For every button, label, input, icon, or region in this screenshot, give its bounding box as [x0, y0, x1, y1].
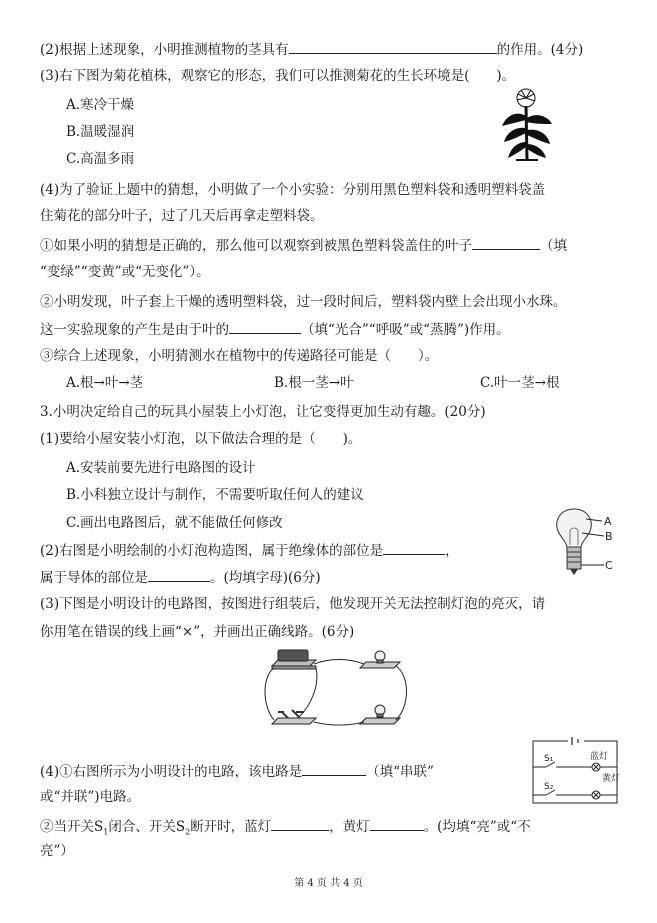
q3-part2-text: (2)右图是小明绘制的小灯泡构造图，属于绝缘体的部位是	[40, 543, 384, 559]
answer-blank[interactable]	[289, 38, 497, 54]
q2-part3-stem: (3)右下图为菊花植株，观察它的形态，我们可以推测菊花的生长环境是( )。	[40, 68, 516, 84]
q3-part4-line2: 或“并联”)电路。	[40, 789, 141, 805]
circuit-label-blue-lamp: 蓝灯	[590, 752, 609, 762]
circuit-label-s2: S₂	[544, 782, 554, 792]
q3-part1-stem: (1)要给小屋安装小灯泡，以下做法合理的是（ )。	[40, 431, 362, 447]
q2-part3-option-c: C.高温多雨	[66, 151, 135, 167]
bulb-structure-diagram	[552, 505, 622, 583]
bulb-label-a: A	[604, 515, 612, 528]
q2-part2-suffix: 的作用。(4分)	[496, 42, 584, 58]
answer-blank[interactable]	[370, 815, 424, 831]
q3-part3-line2: 你用笔在错误的线上画“×”，并画出正确线路。(6分)	[40, 624, 355, 640]
parallel-circuit-diagram	[530, 733, 622, 807]
q2-sub3-option-a: A.根→叶→茎	[66, 375, 144, 391]
bulb-label-c: C	[605, 559, 613, 572]
answer-blank[interactable]	[383, 539, 445, 555]
q3-part4-suffix: （填“串联”	[366, 764, 434, 780]
bulb-label-b: B	[605, 530, 613, 543]
answer-blank[interactable]	[148, 566, 210, 582]
q3-part4b-sub2: 2	[185, 827, 191, 837]
page-footer: 第 4 页 共 4 页	[294, 878, 363, 889]
q3-stem: 3.小明决定给自己的玩具小屋装上小灯泡，让它变得更加生动有趣。(20分)	[40, 404, 486, 420]
q3-part2-line2-suffix: 。(均填字母)(6分)	[210, 570, 321, 586]
q3-part4b-text-d: ，黄灯	[329, 819, 370, 835]
q2-sub1-suffix: （填	[540, 238, 567, 254]
q3-part1-option-b: B.小科独立设计与制作，不需要听取任何人的建议	[66, 487, 364, 503]
q2-sub3-option-c: C.叶一茎→根	[480, 375, 560, 391]
q2-sub2-line1: ②小明发现，叶子套上干燥的透明塑料袋，过一段时间后，塑料袋内壁上会出现小水珠。	[40, 294, 567, 310]
answer-blank[interactable]	[472, 234, 540, 250]
q3-part4b-text-a: ②当开关S	[40, 819, 104, 835]
q2-part4-line2: 住菊花的部分叶子，过了几天后再拿走塑料袋。	[40, 208, 324, 224]
q2-sub2-text: 这一实验现象的产生是由于叶的	[40, 322, 229, 338]
q2-sub1-text: ①如果小明的猜想是正确的，那么他可以观察到被黑色塑料袋盖住的叶子	[40, 238, 472, 254]
circuit-label-s1: S₁	[544, 754, 554, 764]
circuit-label-yellow-lamp: 黄灯	[602, 774, 621, 784]
physical-circuit-illustration	[260, 646, 410, 736]
q3-part2	[40, 539, 459, 561]
q3-part3-line1: (3)下图是小明设计的电路图，按图进行组装后，他发现开关无法控制灯泡的亮灭，请	[40, 596, 546, 612]
q3-part4b	[40, 815, 531, 843]
q3-part4b-line2: 亮”）	[40, 843, 74, 859]
q3-part4-text: (4)①右图所示为小明设计的电路，该电路是	[40, 764, 303, 780]
q2-part2-text: (2)根据上述现象，小明推测植物的茎具有	[40, 42, 289, 58]
q2-sub3-option-b: B.根一茎→叶	[274, 375, 354, 391]
answer-blank[interactable]	[302, 760, 366, 776]
q3-part4b-sub1: 1	[103, 827, 109, 837]
q3-part4b-text-e: 。(均填“亮”或“不	[423, 819, 531, 835]
chrysanthemum-illustration	[496, 86, 556, 164]
q3-part2-line2	[40, 566, 321, 588]
q3-part4b-text-c: 断开时，蓝灯	[190, 819, 272, 835]
q3-part4	[40, 760, 434, 782]
q2-sub1-line2: “变绿”“变黄”或“无变化”）。	[40, 264, 210, 280]
q2-sub2	[40, 318, 510, 340]
q3-part2-suffix: ，	[445, 543, 459, 559]
q2-sub3-stem: ③综合上述现象，小明猜测水在植物中的传递路径可能是（ ）。	[40, 348, 439, 364]
q2-sub2-suffix: （填“光合”“呼吸”或“蒸腾”)作用。	[301, 322, 510, 338]
q3-part4b-text-b: 闭合、开关S	[108, 819, 186, 835]
q2-part4-line1: (4)为了验证上题中的猜想，小明做了一个小实验：分别用黑色塑料袋和透明塑料袋盖	[40, 182, 546, 198]
answer-blank[interactable]	[271, 815, 329, 831]
q3-part1-option-a: A.安装前要先进行电路图的设计	[66, 460, 256, 476]
q3-part2-line2-text: 属于导体的部位是	[40, 570, 148, 586]
q2-sub1	[40, 234, 567, 256]
q3-part1-option-c: C.画出电路图后，就不能做任何修改	[66, 515, 283, 531]
answer-blank[interactable]	[229, 318, 301, 334]
q2-part3-option-a: A.寒冷干燥	[66, 97, 135, 113]
q2-part3-option-b: B.温暖湿润	[66, 124, 135, 140]
q2-part2	[40, 38, 583, 60]
